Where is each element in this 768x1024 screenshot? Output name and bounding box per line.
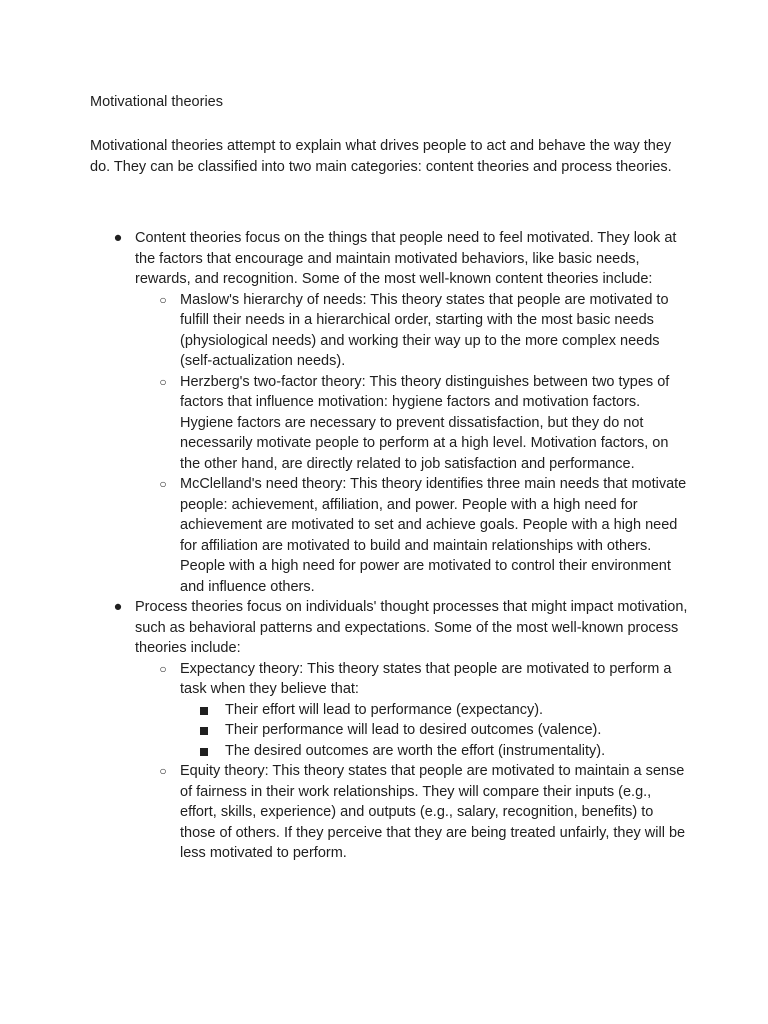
list-item-valence-point — [180, 720, 690, 741]
list-item-mcclelland — [135, 474, 690, 597]
list-item-text: Equity theory: This theory states that people are motivated to maintain a sense of fairness in their work relationships. They will compare their inputs (e.g., effort, skills, experience) and outputs (e.g., salary, recognition, benefits) to those of others. If they perceive that they are being treated unfairly, they will be less motivated to perform. — [180, 763, 686, 861]
expectancy-sublist — [180, 700, 690, 762]
bullet-circle-icon: ○ — [159, 374, 167, 389]
bullet-circle-icon: ○ — [159, 292, 167, 307]
bullet-disc-icon: ● — [113, 230, 123, 246]
bullet-square-icon — [200, 748, 208, 756]
list-item-expectancy-point — [180, 700, 690, 721]
list-item-process-theories — [90, 597, 690, 864]
list-item-equity — [135, 761, 690, 864]
document-title: Motivational theories — [90, 94, 223, 110]
list-item-content-theories — [90, 228, 690, 597]
process-theories-sublist — [135, 659, 690, 864]
list-item-text: Content theories focus on the things that people need to feel motivated. They look at the factors that encourage and maintain motivated behaviors, like basic needs, rewards, and recognition. Some of the most well-known content theories include: — [135, 230, 677, 287]
bullet-square-icon — [200, 707, 208, 715]
bullet-circle-icon: ○ — [159, 661, 167, 676]
list-item-text: Their performance will lead to desired outcomes (valence). — [225, 722, 602, 738]
bullet-circle-icon: ○ — [159, 764, 167, 778]
list-item-text: McClelland's need theory: This theory identifies three main needs that motivate people: achievement, affiliation, and power. People with a high need for achievement are motivated to set and achieve goals. People with a high need for affiliation are motivated to build and maintain relationships with others. People with a high need for power are motivated to control their environment and influence others. — [180, 476, 687, 595]
list-item-expectancy — [135, 659, 690, 762]
list-item-text: Their effort will lead to performance (expectancy). — [225, 701, 544, 718]
theories-list — [90, 228, 690, 864]
list-item-text: Process theories focus on individuals' thought processes that might impact motivation, such as behavioral patterns and expectations. Some of the most well-known process theories include: — [135, 599, 688, 656]
list-item-maslow — [135, 290, 690, 372]
bullet-disc-icon: ● — [113, 599, 123, 615]
intro-paragraph: Motivational theories attempt to explain what drives people to act and behave the way they do. They can be classified into two main categories: content theories and process theories. — [90, 138, 672, 175]
content-theories-sublist — [135, 290, 690, 598]
list-item-text: The desired outcomes are worth the effort (instrumentality). — [225, 742, 606, 759]
bullet-circle-icon: ○ — [159, 477, 167, 491]
list-item-herzberg — [135, 372, 690, 475]
list-item-text: Herzberg's two-factor theory: This theory distinguishes between two types of factors that influence motivation: hygiene factors and motivation factors. Hygiene factors are necessary to prevent dissatisfaction, but they do not necessarily motivate people to perform at a high level. Motivation factors, on the other hand, are directly related to job satisfaction and performance. — [180, 373, 670, 472]
list-item-text: Expectancy theory: This theory states that people are motivated to perform a task when they believe that: — [180, 660, 672, 697]
list-item-instrumentality-point — [180, 741, 690, 762]
bullet-square-icon — [200, 727, 208, 735]
list-item-text: Maslow's hierarchy of needs: This theory states that people are motivated to fulfill their needs in a hierarchical order, starting with the most basic needs (physiological needs) and working their way up to the more complex needs (self-actualization needs). — [180, 291, 669, 369]
